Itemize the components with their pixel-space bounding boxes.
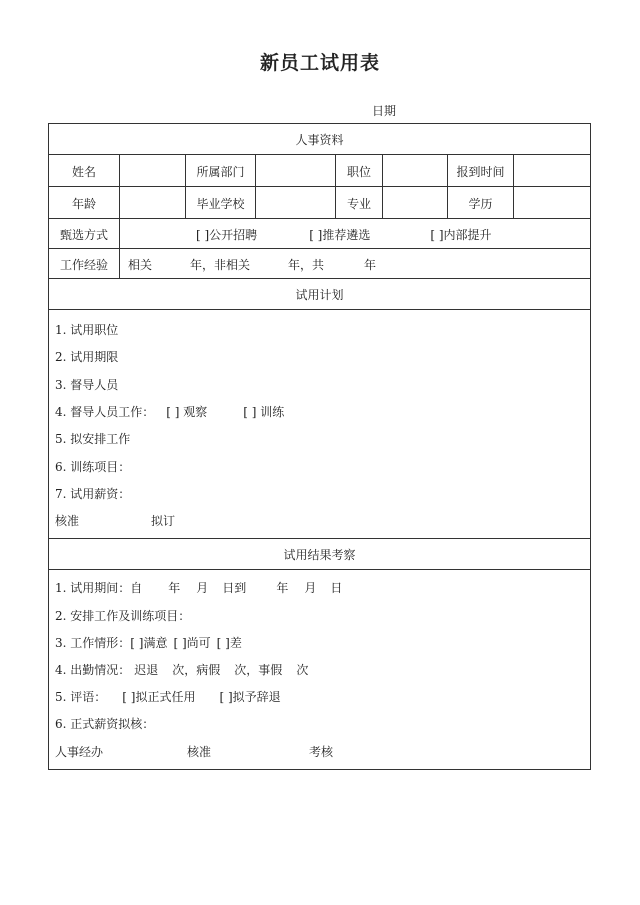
plan-approval-line: [49, 507, 590, 534]
option-formal-hire[interactable]: [ ]拟正式任用: [122, 690, 196, 705]
option-satisfied[interactable]: [ ]满意: [130, 635, 168, 650]
period-from-year: 年: [168, 581, 181, 596]
experience-row: [49, 248, 590, 278]
school-label: 毕业学校: [185, 187, 255, 219]
option-internal-promotion[interactable]: [ ]内部提升: [430, 227, 492, 242]
result-items: [49, 570, 590, 768]
work-status-label: 3. 工作情形：: [55, 635, 131, 650]
selection-options: [119, 219, 590, 249]
experience-years: 年: [364, 257, 377, 272]
comment-label: 5. 评语：: [55, 690, 107, 705]
report-date-label: 报到时间: [447, 155, 513, 187]
experience-label: 工作经验: [59, 257, 108, 272]
education-label: 学历: [447, 187, 513, 219]
result-work-status-line: [49, 629, 590, 656]
position-label: 职位: [335, 155, 382, 187]
option-poor[interactable]: [ ]差: [216, 635, 242, 650]
signature-approve: 核准: [187, 744, 212, 759]
plan-item-period: 2. 试用期限: [55, 350, 119, 365]
personnel-heading-row: [49, 124, 590, 154]
experience-total: 年，共: [288, 257, 325, 272]
age-label: 年龄: [71, 196, 96, 211]
result-period-line: [49, 574, 590, 601]
period-to-day: 日: [330, 581, 343, 596]
plan-item-salary: 7. 试用薪资：: [55, 486, 131, 501]
option-referral[interactable]: [ ]推荐遴选: [309, 227, 371, 242]
result-heading-row: [49, 538, 590, 569]
personnel-row-1: [49, 154, 590, 186]
experience-unrelated: 年，非相关: [190, 257, 251, 272]
period-to-month: 月: [304, 581, 317, 596]
name-label: 姓名: [71, 164, 96, 179]
major-field[interactable]: [382, 187, 447, 219]
period-from-month: 月: [196, 581, 209, 596]
option-observe[interactable]: [ ] 观察: [166, 405, 208, 420]
personnel-row-2: [49, 186, 590, 218]
plan-approve-label: 核准: [55, 514, 80, 529]
plan-item-supervisor: 3. 督导人员: [55, 377, 119, 392]
department-field[interactable]: [255, 155, 335, 187]
signature-hr: 人事经办: [55, 744, 104, 759]
plan-item-supervisor-work: [49, 398, 590, 425]
result-body-row: [49, 569, 590, 768]
age-field[interactable]: [119, 187, 185, 219]
plan-items: [49, 310, 590, 538]
trial-form-table: [48, 123, 591, 770]
option-train[interactable]: [ ] 训练: [243, 405, 285, 420]
education-field[interactable]: [513, 187, 590, 219]
option-public-recruit[interactable]: [ ]公开招聘: [196, 227, 258, 242]
result-attendance-line: [49, 656, 590, 683]
attendance-sick: 次，病假: [172, 663, 221, 678]
report-date-field[interactable]: [513, 155, 590, 187]
plan-item-planned-work: 5. 拟安排工作: [55, 432, 131, 447]
result-salary-line: 6. 正式薪资拟核：: [55, 717, 155, 732]
selection-label: 甄选方式: [59, 227, 108, 242]
result-comment-line: [49, 683, 590, 710]
plan-draft-label: 拟订: [151, 514, 176, 529]
option-acceptable[interactable]: [ ]尚可: [173, 635, 211, 650]
period-from-day-to: 日到: [222, 581, 247, 596]
signature-assess: 考核: [309, 744, 334, 759]
option-dismiss[interactable]: [ ]拟予辞退: [219, 690, 281, 705]
supervisor-work-label: 4. 督导人员工作：: [55, 405, 155, 420]
plan-item-position: 1. 试用职位: [55, 323, 119, 338]
department-label: 所属部门: [185, 155, 255, 187]
date-label: 日期: [372, 104, 397, 118]
form-title: 新员工试用表: [259, 52, 380, 74]
attendance-late: 迟退: [134, 663, 159, 678]
attendance-label: 4. 出勤情况：: [55, 663, 131, 678]
result-work-items: 2. 安排工作及训练项目：: [55, 608, 191, 623]
name-field[interactable]: [119, 155, 185, 187]
attendance-times: 次: [296, 663, 309, 678]
result-heading: 试用结果考察: [283, 547, 356, 562]
attendance-personal: 次，事假: [234, 663, 283, 678]
plan-heading: 试用计划: [295, 287, 344, 302]
major-label: 专业: [335, 187, 382, 219]
plan-body-row: [49, 309, 590, 538]
experience-text: [119, 249, 590, 279]
result-signature-line: [49, 738, 590, 765]
plan-heading-row: [49, 278, 590, 309]
personnel-heading: 人事资料: [295, 132, 344, 147]
experience-related: 相关: [128, 257, 153, 272]
position-field[interactable]: [382, 155, 447, 187]
period-to-year: 年: [276, 581, 289, 596]
period-from: 1. 试用期间：自: [55, 581, 143, 596]
plan-item-training: 6. 训练项目：: [55, 459, 131, 474]
selection-row: [49, 218, 590, 248]
school-field[interactable]: [255, 187, 335, 219]
